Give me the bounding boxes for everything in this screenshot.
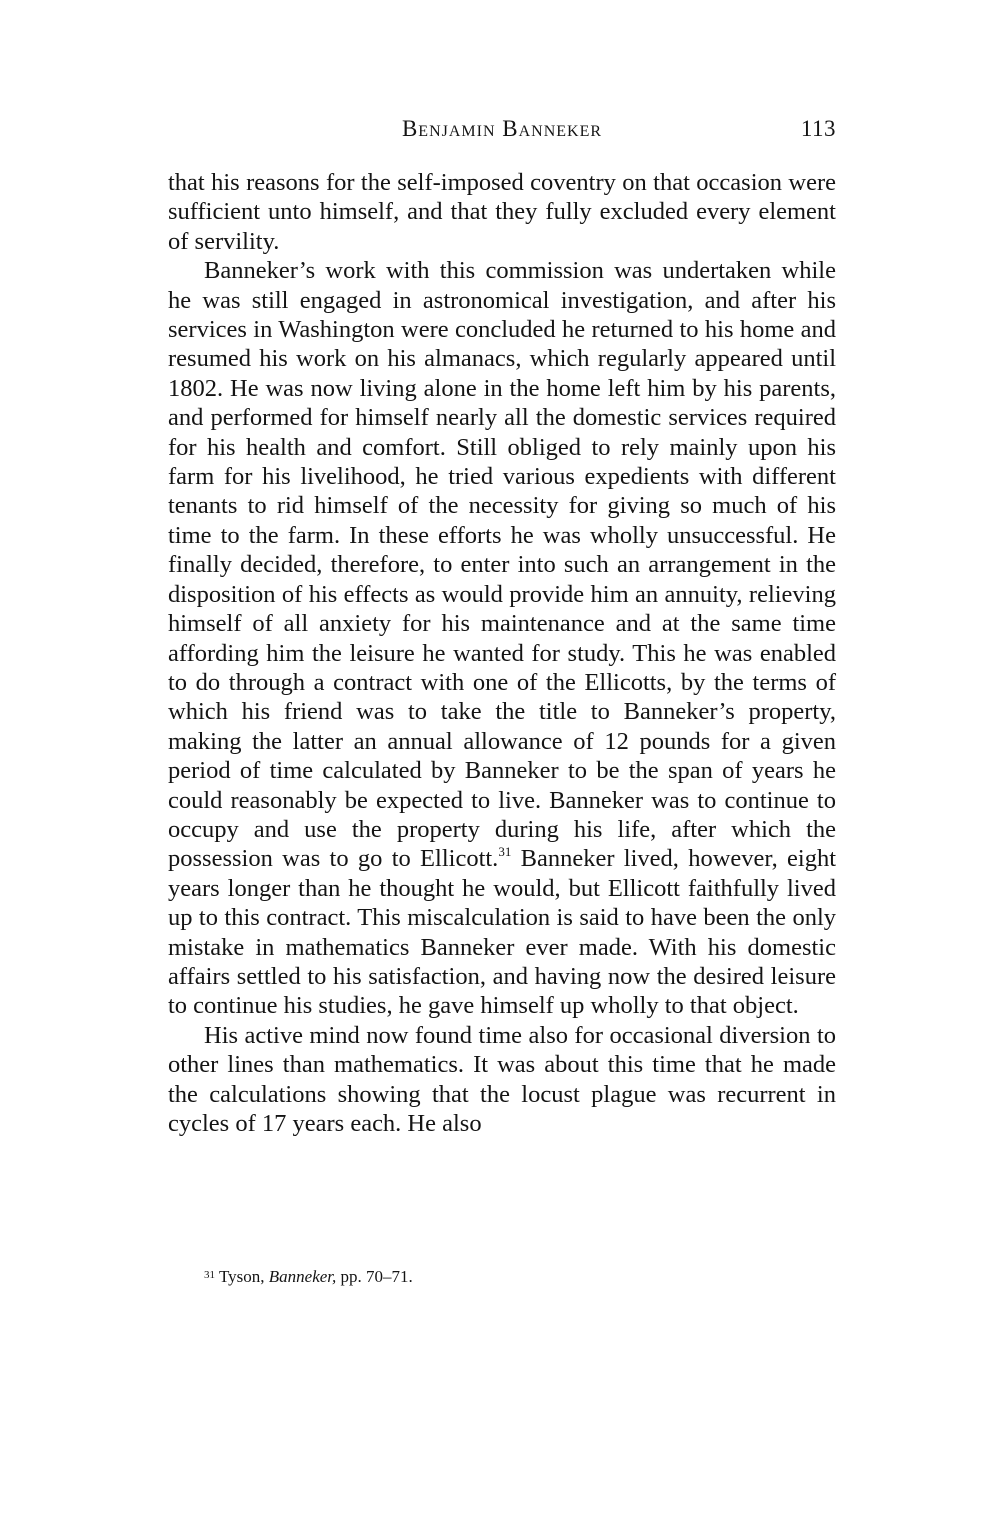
paragraph-text: Banneker lived, however, eight years longer than he thought he would, but Ellicott faithfully lived up to this contract. This miscalculation is said to have been the only mistake in mathematics Banneker ever made. With his domestic affairs settled to his satisfaction, and having now the desired leisure to continue his studies, he gave himself up wholly to that object. bbox=[168, 845, 837, 1020]
running-title: Benjamin Banneker bbox=[401, 116, 603, 141]
page-number: 113 bbox=[800, 116, 836, 141]
paragraph-text: Banneker’s work with this commission was undertaken while he was still engaged in astronomical investigation, and after his services in Washington were concluded he returned to his home and resumed his work on his almanacs, which regularly appeared until 1802. He was now living alone in the home left him by his parents, and performed for himself nearly all the domestic services required for his health and comfort. Still obliged to rely mainly upon his farm for his livelihood, he tried various expedients with different tenants to rid himself of the necessity for giving so much of his time to the farm. In these efforts he was wholly unsuccessful. He finally decided, therefore, to enter into such an arrangement in the disposition of his effects as would provide him an annuity, relieving himself of all anxiety for his maintenance and at the same time affording him the leisure he wanted for study. This he was enabled to do through a contract with one of the Ellicotts, by the terms of which his friend was to take the title to Banneker’s property, making the latter an annual allowance of 12 pounds for a given period of time calculated by Banneker to be the span of years he could reasonably be expected to live. Banneker was to continue to occupy and use the property during his life, after which the possession was to go to Ellicott. bbox=[168, 257, 836, 873]
footnote-pages: pp. 70–71. bbox=[340, 1267, 413, 1286]
paragraph-annuity bbox=[168, 256, 836, 1021]
footnote bbox=[204, 1266, 836, 1288]
paragraph-continuation bbox=[168, 168, 836, 256]
footnote-reference: 31 bbox=[498, 844, 512, 860]
running-head bbox=[168, 112, 836, 146]
paragraph-locust bbox=[168, 1021, 836, 1139]
footnote-number: 31 bbox=[204, 1269, 215, 1281]
footnote-title: Banneker, bbox=[268, 1267, 337, 1286]
paragraph-text: His active mind now found time also for occasional diversion to other lines than mathematics. It was about this time that he made the calculations showing that the locust plague was recurrent in cycles of 17 years each. He also bbox=[168, 1021, 836, 1137]
body-text bbox=[168, 168, 836, 1138]
paragraph-text: that his reasons for the self-imposed coventry on that occasion were sufficient unto himself, and that they fully excluded every element of servility. bbox=[168, 169, 836, 255]
footnote-author: Tyson, bbox=[218, 1267, 265, 1286]
